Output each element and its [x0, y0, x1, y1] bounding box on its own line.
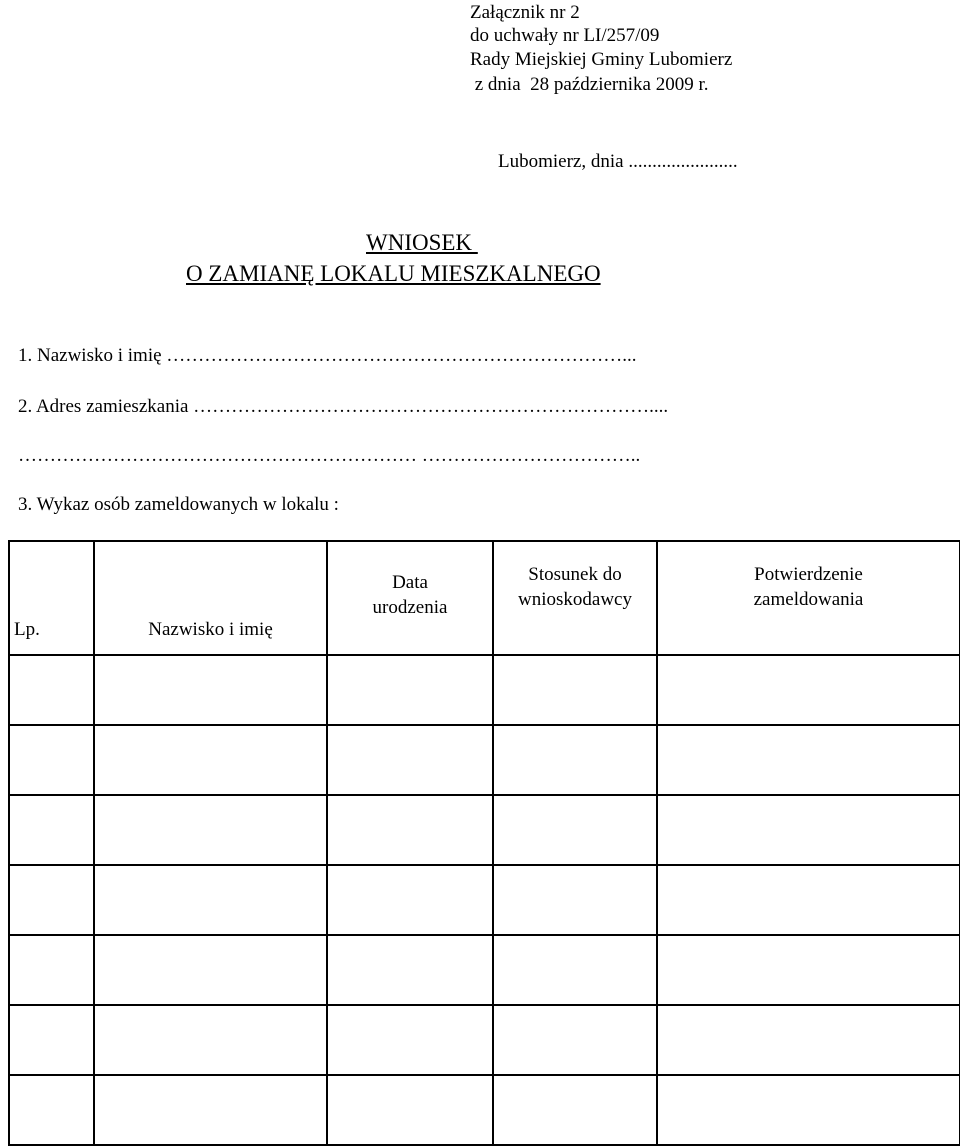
table-cell[interactable] [657, 935, 960, 1005]
table-header-row [9, 541, 960, 655]
attachment-number: Załącznik nr 2 [470, 2, 580, 23]
column-header-confirmation-line2: zameldowania [753, 589, 864, 610]
table-row [9, 1075, 960, 1145]
registered-persons-table [8, 540, 960, 1146]
table-row [9, 1005, 960, 1075]
table-cell[interactable] [657, 865, 960, 935]
table-cell[interactable] [9, 1075, 94, 1145]
table-cell[interactable] [94, 655, 327, 725]
column-header-birth-date-line1: Data [392, 572, 428, 593]
column-header-name: Nazwisko i imię [94, 541, 327, 655]
table-cell[interactable] [657, 725, 960, 795]
document-title: WNIOSEK [366, 230, 478, 255]
table-cell[interactable] [9, 1005, 94, 1075]
table-cell[interactable] [327, 1005, 493, 1075]
column-header-relation-line2: wnioskodawcy [518, 589, 632, 610]
table-cell[interactable] [327, 1075, 493, 1145]
column-header-lp: Lp. [9, 541, 94, 655]
table-row [9, 655, 960, 725]
table-row [9, 725, 960, 795]
table-cell[interactable] [9, 795, 94, 865]
table-cell[interactable] [657, 655, 960, 725]
table-cell[interactable] [9, 935, 94, 1005]
table-cell[interactable] [327, 935, 493, 1005]
table-cell[interactable] [94, 795, 327, 865]
table-cell[interactable] [493, 1005, 657, 1075]
resolution-number: do uchwały nr LI/257/09 [470, 25, 660, 46]
place-and-date-field[interactable]: Lubomierz, dnia ....................... [498, 151, 738, 172]
table-cell[interactable] [327, 655, 493, 725]
column-header-birth-date [327, 541, 493, 655]
column-header-relation [493, 541, 657, 655]
table-cell[interactable] [493, 795, 657, 865]
table-cell[interactable] [9, 725, 94, 795]
column-header-confirmation [657, 541, 960, 655]
table-cell[interactable] [9, 865, 94, 935]
address-field-continuation[interactable]: ……………………………………………………… …………………………….. [18, 445, 641, 466]
table-row [9, 795, 960, 865]
table-cell[interactable] [94, 935, 327, 1005]
table-cell[interactable] [657, 795, 960, 865]
council-name: Rady Miejskiej Gminy Lubomierz [470, 49, 733, 70]
table-row [9, 865, 960, 935]
column-header-relation-line1: Stosunek do [528, 564, 622, 585]
table-cell[interactable] [493, 725, 657, 795]
table-cell[interactable] [94, 1075, 327, 1145]
address-field[interactable]: 2. Adres zamieszkania ……………………………………………………………….... [18, 396, 669, 417]
persons-list-label: 3. Wykaz osób zameldowanych w lokalu : [18, 494, 339, 515]
table-cell[interactable] [327, 865, 493, 935]
name-field[interactable]: 1. Nazwisko i imię ………………………………………………………………... [18, 345, 637, 366]
table-cell[interactable] [657, 1075, 960, 1145]
table-cell[interactable] [94, 1005, 327, 1075]
column-header-confirmation-line1: Potwierdzenie [754, 564, 863, 585]
table-cell[interactable] [327, 795, 493, 865]
table-cell[interactable] [94, 725, 327, 795]
table-cell[interactable] [493, 655, 657, 725]
table-row [9, 935, 960, 1005]
table-cell[interactable] [493, 865, 657, 935]
document-subtitle: O ZAMIANĘ LOKALU MIESZKALNEGO [186, 261, 601, 286]
table-cell[interactable] [9, 655, 94, 725]
table-cell[interactable] [94, 865, 327, 935]
table-cell[interactable] [327, 725, 493, 795]
column-header-birth-date-line2: urodzenia [372, 597, 448, 618]
table-cell[interactable] [493, 935, 657, 1005]
resolution-date: z dnia 28 października 2009 r. [470, 74, 709, 95]
table-cell[interactable] [657, 1005, 960, 1075]
table-cell[interactable] [493, 1075, 657, 1145]
